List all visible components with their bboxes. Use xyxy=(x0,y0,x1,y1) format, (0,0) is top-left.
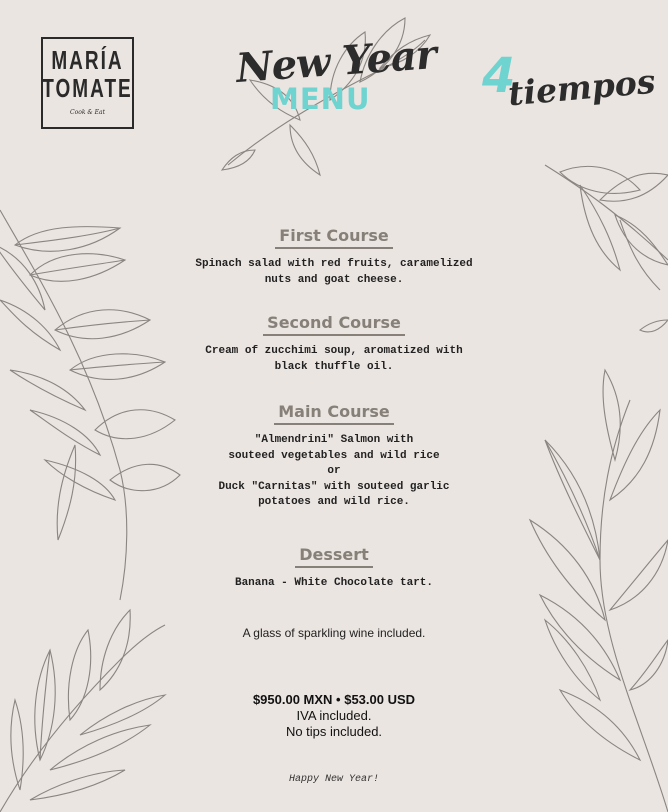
logo-line-2: TOMATE xyxy=(42,74,133,103)
greeting: Happy New Year! xyxy=(288,774,379,785)
course-second xyxy=(0,313,668,375)
maria-tomate-logo xyxy=(41,37,134,129)
course-line: potatoes and wild rice. xyxy=(258,496,410,508)
course-line: black thuffle oil. xyxy=(274,360,394,373)
logo-line-1: MARÍA xyxy=(51,46,124,75)
course-line: or xyxy=(327,465,341,477)
course-title: Second Course xyxy=(263,313,405,336)
course-main xyxy=(0,402,668,511)
price-text: $950.00 MXN • $53.00 USD xyxy=(252,692,416,707)
tiempos-word: tiempos xyxy=(506,61,657,114)
course-title: Main Course xyxy=(274,402,394,425)
course-description xyxy=(0,344,668,375)
course-title: First Course xyxy=(275,226,392,249)
course-line: Banana - White Chocolate tart. xyxy=(234,577,434,589)
logo-tagline: Cook & Eat xyxy=(70,108,105,116)
menu-subtitle: MENU xyxy=(270,82,371,116)
course-description xyxy=(0,576,668,592)
tips-note: No tips included. xyxy=(285,724,383,739)
course-line: souteed vegetables and wild rice xyxy=(228,449,440,462)
iva-note: IVA included. xyxy=(296,708,372,723)
course-dessert xyxy=(0,545,668,592)
price-block xyxy=(0,692,668,740)
course-line: "Almendrini" Salmon with xyxy=(254,434,414,446)
new-year-title: New Year xyxy=(234,31,438,92)
course-line: Cream of zucchimi soup, aromatized with xyxy=(205,345,463,357)
course-title: Dessert xyxy=(295,545,373,568)
tiempos-number: 4 xyxy=(482,48,516,104)
course-description xyxy=(0,433,668,511)
course-description xyxy=(0,257,668,288)
course-line: Spinach salad with red fruits, caramelized xyxy=(195,258,473,270)
course-first xyxy=(0,226,668,288)
course-line: nuts and goat cheese. xyxy=(264,273,404,286)
course-line: Duck "Carnitas" with souteed garlic xyxy=(218,480,450,493)
wine-note: A glass of sparkling wine included. xyxy=(242,626,426,640)
